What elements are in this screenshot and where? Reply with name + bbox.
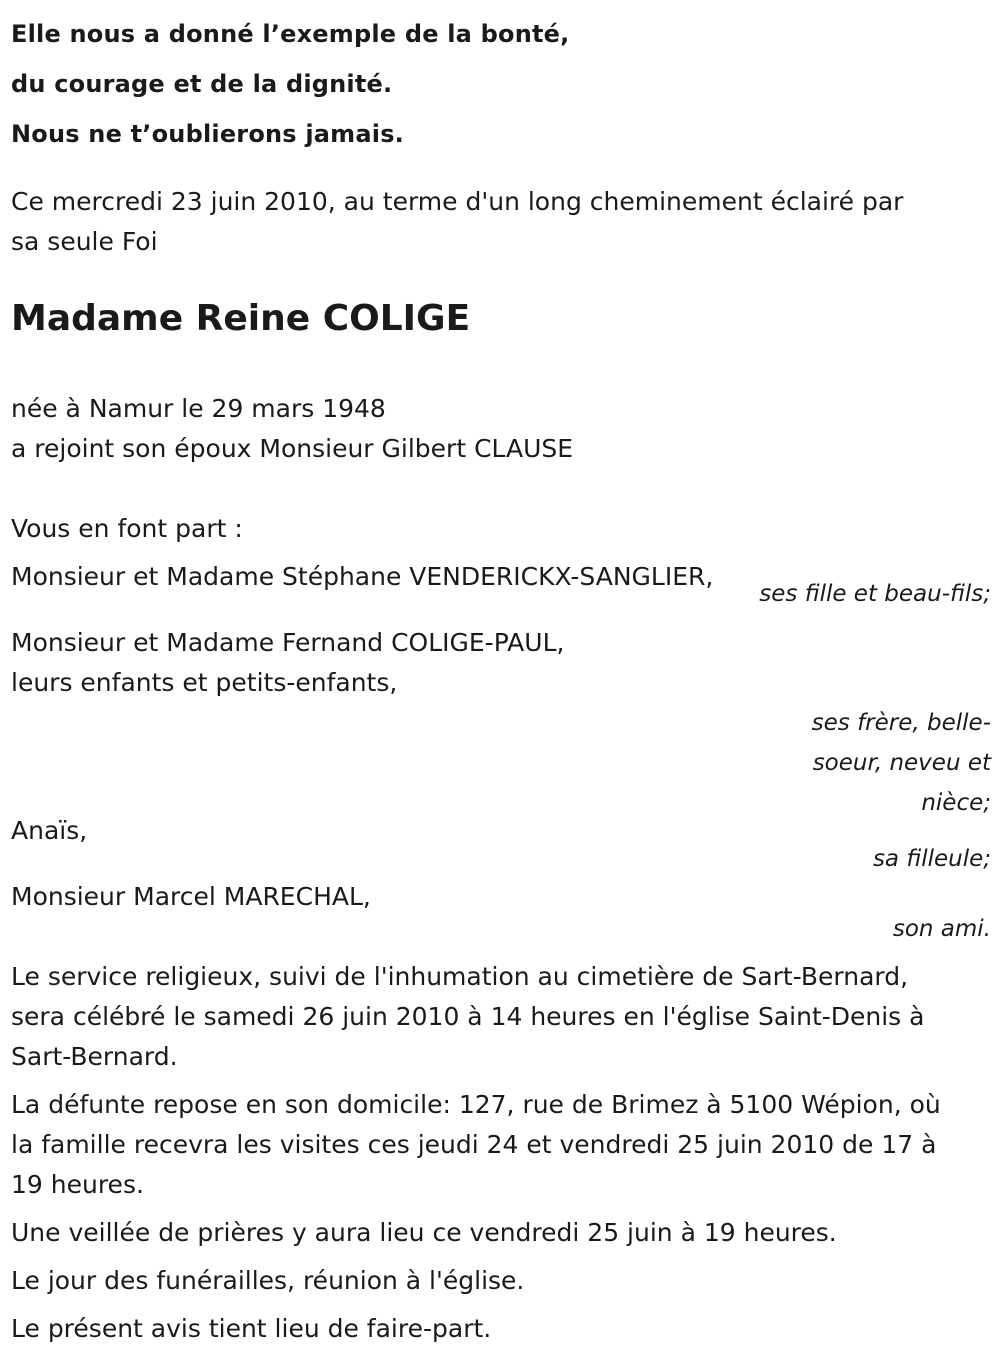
- epigraph-line: Nous ne t’oublierons jamais.: [11, 120, 404, 148]
- epigraph-line: Elle nous a donné l’exemple de la bonté,: [11, 20, 570, 48]
- family-member: [11, 557, 991, 610]
- repose-line: la famille recevra les visites ces jeudi 24 et vendredi 25 juin 2010 de 17 à: [11, 1130, 937, 1159]
- family-member: [11, 811, 991, 879]
- service-paragraph: [11, 957, 991, 1077]
- epigraph-line: du courage et de la dignité.: [11, 70, 393, 98]
- family-member-name: Anaïs,: [11, 816, 88, 845]
- family-member-relation: [791, 703, 991, 823]
- funeral-meeting-paragraph: Le jour des funérailles, réunion à l'église.: [11, 1266, 525, 1295]
- family-member-relation: sa filleule;: [872, 846, 991, 872]
- service-line: Le service religieux, suivi de l'inhumation au cimetière de Sart-Bernard,: [11, 962, 909, 991]
- family-member-relation: son ami.: [892, 916, 991, 942]
- relation-line: soeur, neveu et: [812, 750, 991, 776]
- family-member: [11, 877, 991, 949]
- obituary-page: [11, 0, 991, 1349]
- family-member-name: Monsieur et Madame Stéphane VENDERICKX-SANGLIER,: [11, 562, 714, 591]
- service-line: sera célébré le samedi 26 juin 2010 à 14 heures en l'église Saint-Denis à: [11, 1002, 925, 1031]
- vigil-paragraph: Une veillée de prières y aura lieu ce vendredi 25 juin à 19 heures.: [11, 1218, 837, 1247]
- intro-line: sa seule Foi: [11, 227, 158, 256]
- family-member-name: Monsieur et Madame Fernand COLIGE-PAUL,: [11, 628, 565, 657]
- birth-line: née à Namur le 29 mars 1948: [11, 394, 386, 423]
- family-member-name: leurs enfants et petits-enfants,: [11, 668, 398, 697]
- epigraph: [11, 0, 991, 159]
- repose-paragraph: [11, 1085, 991, 1205]
- service-line: Sart-Bernard.: [11, 1042, 178, 1071]
- repose-line: La défunte repose en son domicile: 127, rue de Brimez à 5100 Wépion, où: [11, 1090, 941, 1119]
- relation-line: ses frère, belle-: [811, 710, 991, 736]
- family-list: [11, 557, 991, 949]
- intro-line: Ce mercredi 23 juin 2010, au terme d'un long cheminement éclairé par: [11, 187, 904, 216]
- birth-paragraph: [11, 389, 991, 469]
- birth-line: a rejoint son époux Monsieur Gilbert CLAUSE: [11, 434, 574, 463]
- repose-line: 19 heures.: [11, 1170, 144, 1199]
- intro-paragraph: [11, 182, 991, 262]
- relation-line: nièce;: [921, 790, 991, 816]
- family-member: [11, 623, 991, 823]
- family-member-name: Monsieur Marcel MARECHAL,: [11, 882, 371, 911]
- deceased-name: Madame Reine COLIGE: [11, 298, 471, 339]
- notice-paragraph: Le présent avis tient lieu de faire-part.: [11, 1314, 492, 1343]
- announce-label: Vous en font part :: [11, 514, 243, 543]
- family-member-relation: ses fille et beau-fils;: [759, 581, 991, 607]
